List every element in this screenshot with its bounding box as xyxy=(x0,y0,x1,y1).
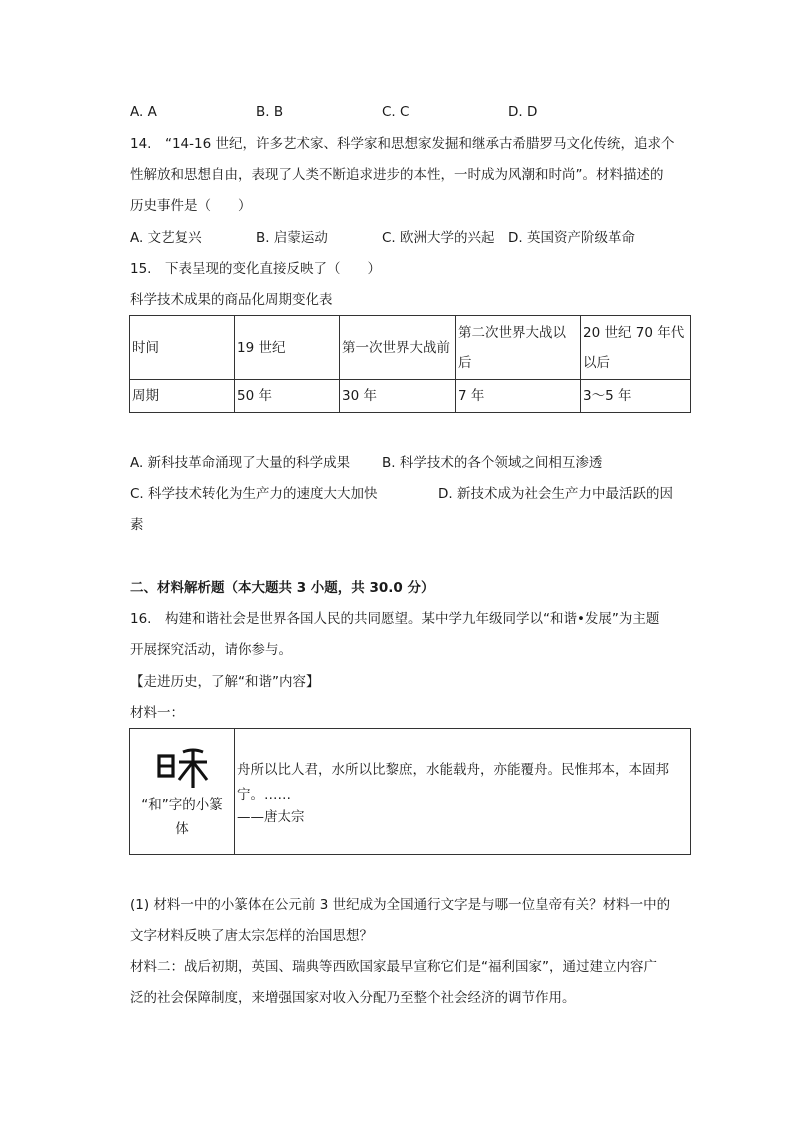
seal-caption-line-2: 体 xyxy=(175,820,189,837)
q14-stem-line-2: 性解放和思想自由，表现了人类不断追求进步的本性，一时成为风潮和时尚”。材料描述的 xyxy=(130,167,664,183)
table-cell: 第一次世界大战前 xyxy=(340,316,456,380)
q16-bracket-heading: 【走进历史，了解“和谐”内容】 xyxy=(130,674,320,690)
q14-option-a: A. 文艺复兴 xyxy=(130,230,202,246)
quote-cell xyxy=(235,729,691,855)
table-row xyxy=(130,316,691,380)
q15-option-b: B. 科学技术的各个领域之间相互渗透 xyxy=(382,455,603,471)
table-cell: 3～5 年 xyxy=(581,380,691,413)
table-row xyxy=(130,380,691,413)
seal-script-image xyxy=(132,743,232,793)
table-cell: 第二次世界大战以后 xyxy=(456,316,581,380)
table-cell: 19 世纪 xyxy=(235,316,340,380)
q15-table xyxy=(129,315,691,413)
table-cell: 50 年 xyxy=(235,380,340,413)
table-cell: 时间 xyxy=(130,316,235,380)
q14-stem-line-1: 14. “14-16 世纪，许多艺术家、科学家和思想家发掘和继承古希腊罗马文化传统，追求个 xyxy=(130,136,675,152)
table-cell: 7 年 xyxy=(456,380,581,413)
seal-cell xyxy=(130,729,235,855)
table-cell: 周期 xyxy=(130,380,235,413)
q15-option-c: C. 科学技术转化为生产力的速度大大加快 xyxy=(130,486,378,502)
q14-option-c: C. 欧洲大学的兴起 xyxy=(382,230,495,246)
seal-caption-line-1: “和”字的小篆 xyxy=(141,796,223,813)
q16-stem-line-2: 开展探究活动，请你参与。 xyxy=(130,642,292,658)
material-two-line-2: 泛的社会保障制度，来增强国家对收入分配乃至整个社会经济的调节作用。 xyxy=(130,990,576,1006)
quote-line-1: 舟所以比人君，水所以比黎庶，水能载舟，亦能覆舟。民惟邦本，本固邦 xyxy=(237,761,669,778)
q14-option-d: D. 英国资产阶级革命 xyxy=(508,230,635,246)
material-one-label: 材料一： xyxy=(130,705,184,721)
q13-option-c: C. C xyxy=(382,104,410,120)
table-cell: 20 世纪 70 年代以后 xyxy=(581,316,691,380)
quote-source: ——唐太宗 xyxy=(237,808,305,825)
q15-table-title: 科学技术成果的商品化周期变化表 xyxy=(130,292,333,308)
q13-option-d: D. D xyxy=(508,104,538,120)
sub-question-1-line-2: 文字材料反映了唐太宗怎样的治国思想？ xyxy=(130,928,373,944)
q14-option-b: B. 启蒙运动 xyxy=(256,230,328,246)
q15-option-d-continued: 素 xyxy=(130,517,144,533)
table-row xyxy=(130,729,691,855)
q14-stem-line-3: 历史事件是（ ） xyxy=(130,198,252,214)
sub-question-1-line-1: (1) 材料一中的小篆体在公元前 3 世纪成为全国通行文字是与哪一位皇帝有关？材料一中的 xyxy=(130,897,671,913)
material-one-table xyxy=(129,728,691,855)
q13-option-b: B. B xyxy=(256,104,284,120)
material-two-line-1: 材料二：战后初期，英国、瑞典等西欧国家最早宣称它们是“福利国家”，通过建立内容广 xyxy=(130,959,657,975)
section-heading: 二、材料解析题（本大题共 3 小题，共 30.0 分） xyxy=(130,580,435,596)
quote-line-2: 宁。…… xyxy=(237,786,291,803)
q16-stem-line-1: 16. 构建和谐社会是世界各国人民的共同愿望。某中学九年级同学以“和谐•发展”为主题 xyxy=(130,611,660,627)
table-cell: 30 年 xyxy=(340,380,456,413)
q15-option-a: A. 新科技革命涌现了大量的科学成果 xyxy=(130,455,351,471)
q15-stem: 15. 下表呈现的变化直接反映了（ ） xyxy=(130,261,381,277)
seal-character-he-icon xyxy=(155,746,209,790)
q15-option-d: D. 新技术成为社会生产力中最活跃的因 xyxy=(438,486,673,502)
q13-option-a: A. A xyxy=(130,104,157,120)
